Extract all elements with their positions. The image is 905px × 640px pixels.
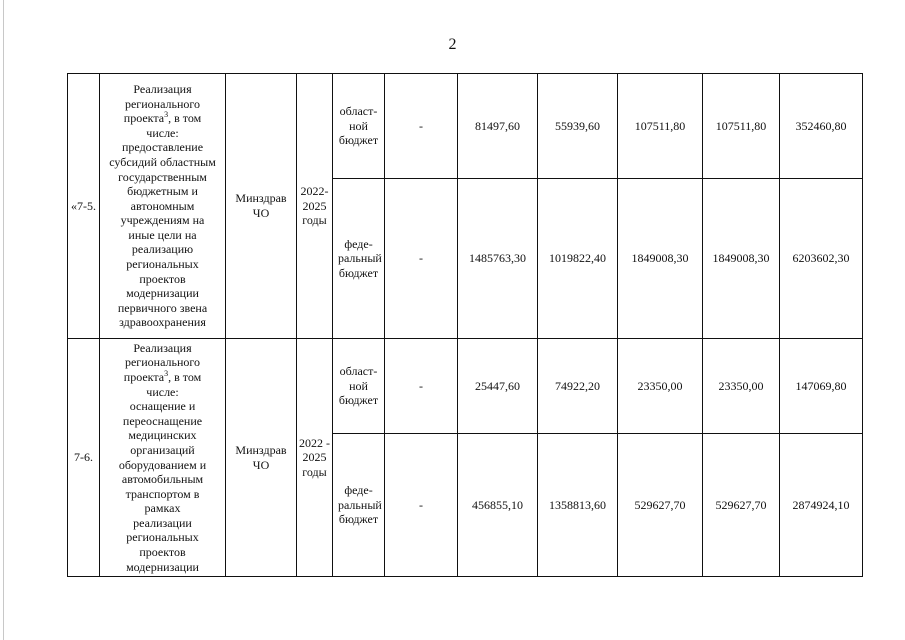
item-number: «7-5. xyxy=(68,74,100,339)
item-number: 7-6. xyxy=(68,339,100,577)
table-row xyxy=(68,74,863,179)
value-cell: 6203602,30 xyxy=(780,179,863,339)
executor: Минздрав ЧО xyxy=(226,339,297,577)
funding-source: феде-ральный бюджет xyxy=(333,434,385,577)
value-cell: 456855,10 xyxy=(458,434,538,577)
value-cell: 107511,80 xyxy=(618,74,703,179)
table-row xyxy=(68,339,863,434)
value-cell: 74922,20 xyxy=(538,339,618,434)
value-cell: 147069,80 xyxy=(780,339,863,434)
value-dash: - xyxy=(385,179,458,339)
value-cell: 1849008,30 xyxy=(618,179,703,339)
value-cell: 25447,60 xyxy=(458,339,538,434)
page-number: 2 xyxy=(448,36,457,53)
executor: Минздрав ЧО xyxy=(226,74,297,339)
period: 2022 - 2025 годы xyxy=(297,339,333,577)
budget-table xyxy=(67,73,863,577)
value-cell: 1849008,30 xyxy=(703,179,780,339)
value-dash: - xyxy=(385,339,458,434)
funding-source: област-ной бюджет xyxy=(333,339,385,434)
page-left-edge xyxy=(3,0,4,640)
value-cell: 1485763,30 xyxy=(458,179,538,339)
item-name: Реализация регионального проекта$^3$, в том числе: оснащение и переоснащение медицинских организаций оборудованием и автомобильным транспортом в рамках реализации региональных проектов модернизации xyxy=(100,339,226,577)
value-cell: 23350,00 xyxy=(618,339,703,434)
value-cell: 529627,70 xyxy=(703,434,780,577)
value-dash: - xyxy=(385,74,458,179)
value-cell: 55939,60 xyxy=(538,74,618,179)
value-cell: 1358813,60 xyxy=(538,434,618,577)
value-cell: 352460,80 xyxy=(780,74,863,179)
item-name: Реализация регионального проекта$^3$, в том числе: предоставление субсидий областным государственным бюджетным и автономным учреждениям на иные цели на реализацию региональных проектов модернизации первичного звена здравоохранения xyxy=(100,74,226,339)
value-cell: 1019822,40 xyxy=(538,179,618,339)
value-cell: 2874924,10 xyxy=(780,434,863,577)
value-cell: 107511,80 xyxy=(703,74,780,179)
value-dash: - xyxy=(385,434,458,577)
funding-source: област-ной бюджет xyxy=(333,74,385,179)
funding-source: феде-ральный бюджет xyxy=(333,179,385,339)
value-cell: 529627,70 xyxy=(618,434,703,577)
value-cell: 81497,60 xyxy=(458,74,538,179)
value-cell: 23350,00 xyxy=(703,339,780,434)
period: 2022-2025 годы xyxy=(297,74,333,339)
